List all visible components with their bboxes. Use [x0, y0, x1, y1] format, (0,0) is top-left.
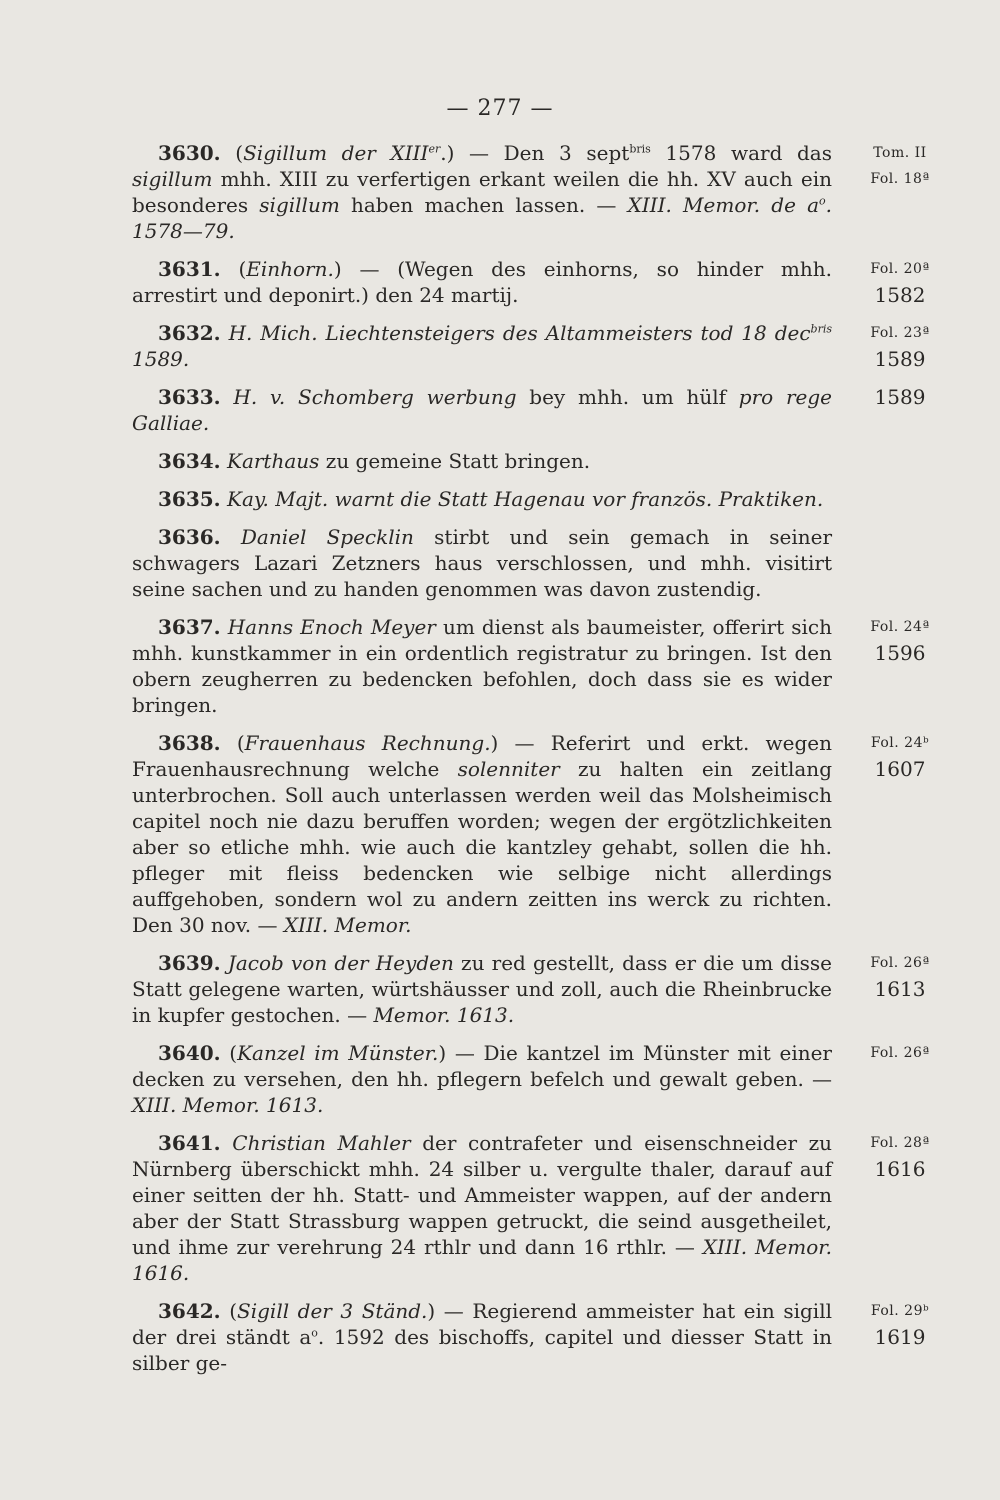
entry-3640 — [132, 1040, 930, 1118]
margin-note — [840, 140, 960, 192]
margin-year: 1607 — [874, 757, 926, 781]
entry-text — [132, 448, 832, 474]
entry-3638 — [132, 730, 930, 938]
entry-3641 — [132, 1130, 930, 1286]
folio-reference: Fol. 26ª — [870, 955, 930, 971]
entry-3632 — [132, 320, 930, 372]
text-segment: solenniter — [457, 757, 560, 781]
margin-note — [840, 256, 960, 308]
folio-reference: Fol. 18ª — [870, 171, 930, 187]
text-segment: zu halten ein zeitlang unterbrochen. Soll auch unterlassen werden weil das Molsheimisch capitel noch nie dazu beruffen worden; wegen der ergötzlichkeiten aber so etliche mhh. wie auch die kantzley gehabt, sollen die hh. pfleger mit fleiss bedencken wie selbige nicht allerdings auffgehoben, sondern wol zu andern zeitten ins werck zu richten. Den 30 nov. — — [132, 757, 832, 937]
margin-note — [840, 1130, 960, 1182]
text-segment: Memor. 1613. — [373, 1003, 515, 1027]
entry-3633 — [132, 384, 926, 436]
margin-year: 1616 — [874, 1157, 926, 1181]
text-segment: Kay. Majt. warnt die Statt Hagenau vor französ. Praktiken. — [227, 487, 824, 511]
entry-list — [132, 140, 930, 1388]
text-segment: ( — [229, 1041, 238, 1065]
entry-number: 3638. — [158, 731, 221, 755]
text-segment: ( — [235, 141, 244, 165]
superscript: bris — [629, 142, 651, 156]
text-segment: sigillum — [259, 193, 340, 217]
text-segment: stirbt und sein gemach in seiner schwagers Lazari Zetzners haus verschlossen, und mhh. visitirt seine sachen und zu handen genommen was davon zustendig. — [132, 525, 833, 601]
folio-reference: Fol. 26ª — [870, 1045, 930, 1061]
margin-note — [840, 614, 960, 666]
entry-number: 3633. — [158, 385, 221, 409]
text-segment: zu red gestellt, dass er die um disse Statt gelegene warten, würtshäusser und zoll, auch die Rheinbrucke in kupfer gestochen. — — [132, 951, 832, 1027]
entry-text — [132, 524, 832, 602]
folio-reference: Tom. II — [873, 145, 927, 161]
entry-number: 3634. — [158, 449, 221, 473]
entry-number: 3640. — [158, 1041, 221, 1065]
entry-number: 3631. — [158, 257, 221, 281]
text-segment: . 1592 des bischoffs, capitel und diesser Statt in silber ge- — [132, 1325, 832, 1375]
text-segment: XIII. Memor. 1613. — [132, 1093, 324, 1117]
entry-3635 — [132, 486, 832, 512]
text-segment: zu gemeine Statt bringen. — [319, 449, 591, 473]
entry-number: 3641. — [158, 1131, 221, 1155]
text-segment: Daniel Specklin — [240, 525, 414, 549]
page-number: — 277 — — [446, 96, 554, 121]
superscript: bris — [810, 322, 832, 336]
margin-year: 1619 — [874, 1325, 926, 1349]
entry-text — [132, 1298, 832, 1376]
entry-3639 — [132, 950, 930, 1028]
entry-text — [132, 1040, 832, 1118]
entry-number: 3642. — [158, 1299, 221, 1323]
text-segment: bey mhh. um hülf — [516, 385, 739, 409]
entry-text — [132, 384, 832, 436]
text-segment: ( — [238, 257, 247, 281]
text-segment: ( — [229, 1299, 238, 1323]
margin-year: 1596 — [874, 641, 926, 665]
entry-3634 — [132, 448, 832, 474]
text-segment: ) — (Wegen des einhorns, so hinder mhh. arrestirt und deponirt.) den 24 martij. — [132, 257, 833, 307]
text-segment: 1578 ward das — [650, 141, 832, 165]
folio-reference: Fol. 24ª — [870, 619, 930, 635]
entry-text — [132, 140, 832, 244]
text-segment: haben machen lassen. — — [339, 193, 628, 217]
entry-number: 3639. — [158, 951, 221, 975]
margin-note — [840, 950, 960, 1002]
entry-text — [132, 320, 832, 372]
folio-reference: Fol. 20ª — [870, 261, 930, 277]
margin-note — [840, 1298, 960, 1350]
text-segment: .) — Den 3 sept — [440, 141, 630, 165]
text-segment: Christian Mahler — [232, 1131, 411, 1155]
superscript: o — [311, 1326, 318, 1340]
text-segment: Jacob von der Heyden — [227, 951, 454, 975]
folio-reference: Fol. 24ᵇ — [870, 735, 930, 751]
entry-text — [132, 256, 832, 308]
folio-reference: Fol. 29ᵇ — [870, 1303, 930, 1319]
superscript: o — [819, 194, 826, 208]
folio-reference: Fol. 23ª — [870, 325, 930, 341]
text-segment: Einhorn. — [246, 257, 334, 281]
entry-number: 3632. — [158, 321, 221, 345]
entry-number: 3635. — [158, 487, 221, 511]
entry-number: 3630. — [158, 141, 221, 165]
text-segment: ) — Referirt und erkt. wegen Frauenhausrechnung welche — [132, 731, 832, 781]
margin-note — [840, 384, 960, 410]
text-segment: sigillum — [132, 167, 213, 191]
text-segment: 1589. — [132, 347, 190, 371]
text-segment: Frauenhaus Rechnung. — [244, 731, 491, 755]
text-segment: um dienst als baumeister, offerirt sich mhh. kunstkammer in ein ordentlich registratur zu bringen. Ist den obern zeugherren zu bedencken befohlen, doch dass sie es wider bringen. — [132, 615, 833, 717]
entry-text — [132, 486, 832, 512]
margin-note — [840, 1040, 960, 1066]
entry-number: 3637. — [158, 615, 221, 639]
text-segment: der contrafeter und eisenschneider zu Nürnberg überschickt mhh. 24 silber u. vergulte thaler, darauf auf einer seitten der hh. Statt- und Ammeister wappen, auf der andern aber der Statt Strassburg wappen getruckt, die seind ausgetheilet, und ihme zur verehrung 24 rthlr und dann 16 rthlr. — — [132, 1131, 833, 1259]
text-segment: Sigillum der XIII — [243, 141, 429, 165]
text-segment: Sigill der 3 Ständ. — [237, 1299, 428, 1323]
entry-3637 — [132, 614, 930, 718]
entry-text — [132, 950, 832, 1028]
text-segment: mhh. XIII zu verfertigen erkant weilen die hh. XV auch ein besonderes — [132, 167, 832, 217]
text-segment: . 1578—79. — [132, 193, 832, 243]
text-segment: XIII. Memor. — [283, 913, 412, 937]
text-segment: XIII. Memor. 1616. — [132, 1235, 832, 1285]
margin-note — [840, 730, 960, 782]
entry-text — [132, 1130, 832, 1286]
text-segment: pro rege Galliae. — [132, 385, 833, 435]
margin-year: 1589 — [874, 347, 926, 371]
entry-text — [132, 730, 832, 938]
entry-number: 3636. — [158, 525, 221, 549]
text-segment: Karthaus — [227, 449, 320, 473]
entry-3636 — [132, 524, 832, 602]
margin-year: 1613 — [874, 977, 926, 1001]
superscript: er — [428, 142, 441, 156]
margin-year: 1589 — [874, 385, 926, 409]
entry-3631 — [132, 256, 930, 308]
entry-text — [132, 614, 832, 718]
text-segment: Hanns Enoch Meyer — [227, 615, 436, 639]
text-segment: XIII. Memor. de a — [627, 193, 820, 217]
text-segment: ) — Regierend ammeister hat ein sigill der drei ständt a — [132, 1299, 832, 1349]
text-segment: ( — [236, 731, 245, 755]
margin-note — [840, 320, 960, 372]
margin-year: 1582 — [874, 283, 926, 307]
text-segment: H. Mich. Liechtensteigers des Altammeisters tod 18 dec — [228, 321, 811, 345]
folio-reference: Fol. 28ª — [870, 1135, 930, 1151]
entry-3642 — [132, 1298, 930, 1376]
text-segment: H. v. Schomberg werbung — [233, 385, 517, 409]
entry-3630 — [132, 140, 930, 244]
text-segment: ) — Die kantzel im Münster mit einer decken zu versehen, den hh. pflegern befelch und gewalt geben. — — [132, 1041, 832, 1091]
text-segment: Kanzel im Münster. — [237, 1041, 439, 1065]
